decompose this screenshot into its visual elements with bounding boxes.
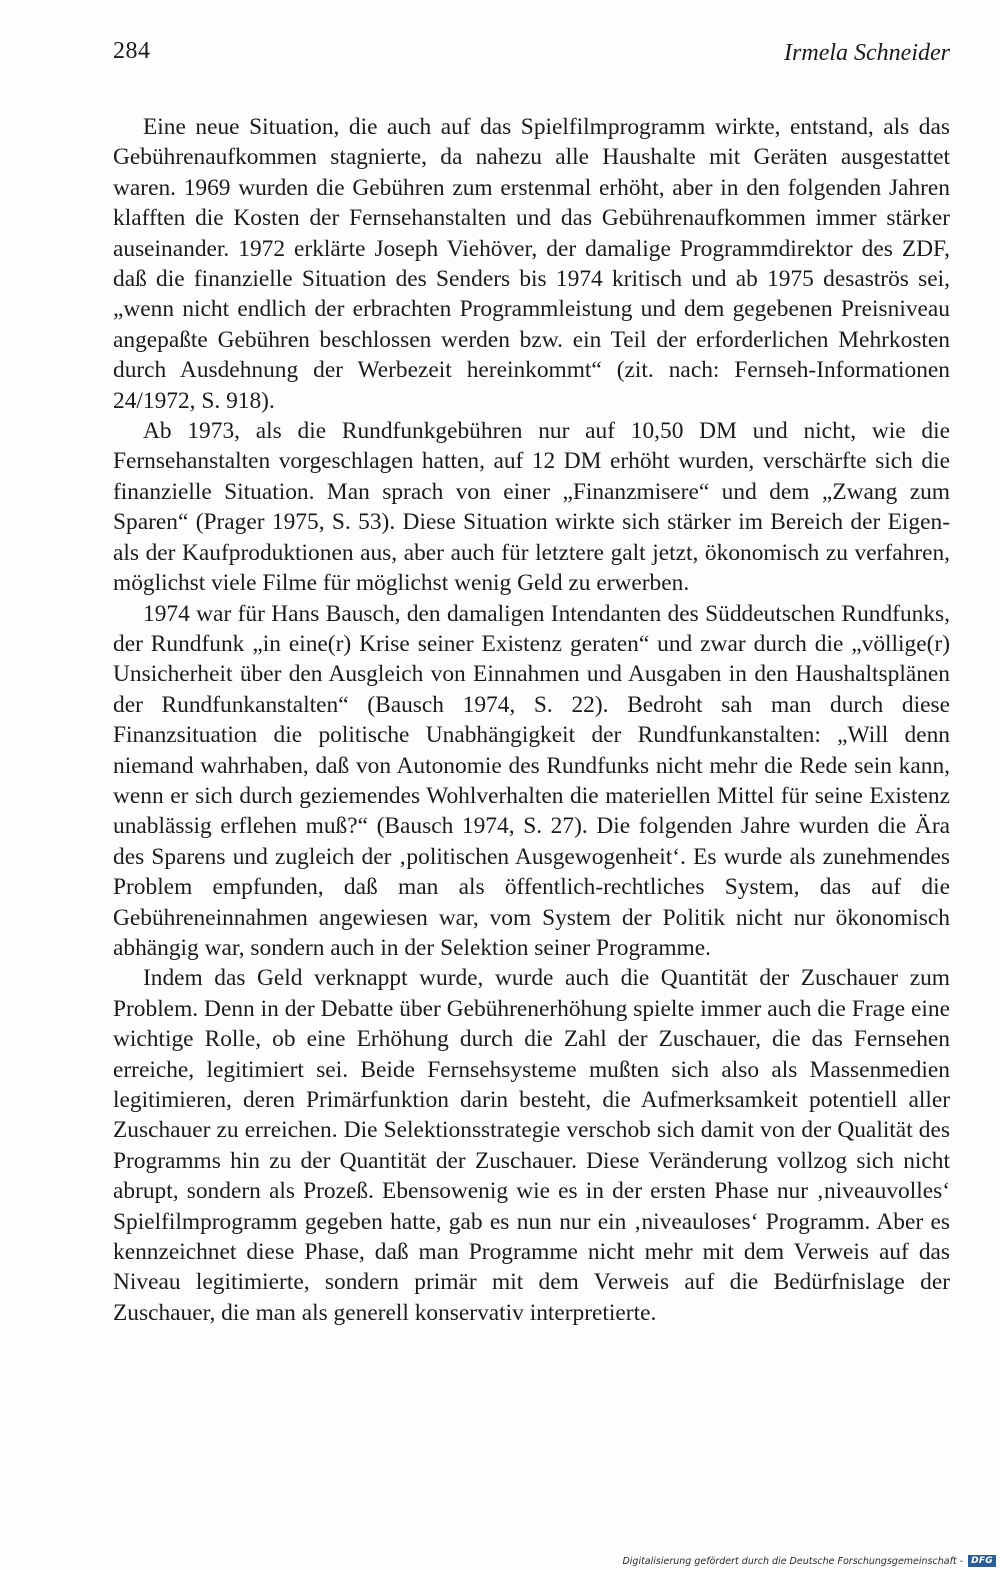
- running-head-author: Irmela Schneider: [784, 40, 950, 66]
- paragraph-4: Indem das Geld verknappt wurde, wurde auch die Quantität der Zuschauer zum Problem. Denn in der Debatte über Gebührenerhöhung spielte immer auch die Frage eine wichtige Rolle, ob eine Erhöhung durch die Zahl der Zuschauer, die das Fernsehen erreiche, legitimiert sei. Beide Fernsehsysteme mußten sich also als Massenmedien legitimieren, deren Primärfunktion darin besteht, die Aufmerksamkeit potentiell aller Zuschauer zu erreichen. Die Selektionsstrategie verschob sich damit von der Qualität des Programms hin zu der Quantität der Zuschauer. Diese Veränderung vollzog sich nicht abrupt, sondern als Prozeß. Ebensowenig wie es in der ersten Phase nur ‚niveauvolles‘ Spielfilmprogramm gegeben hatte, gab es nun nur ein ‚niveauloses‘ Programm. Aber es kennzeichnet diese Phase, daß man Programme nicht mehr mit dem Verweis auf das Niveau legitimierte, sondern primär mit dem Verweis auf die Bedürfnislage der Zuschauer, die man als generell konservativ interpretierte.: [113, 965, 950, 1326]
- paragraph-3: 1974 war für Hans Bausch, den damaligen Intendanten des Süddeutschen Rundfunks, der Rundfunk „in eine(r) Krise seiner Existenz geraten“ und zwar durch die „völlige(r) Unsicherheit über den Ausgleich von Einnahmen und Ausgaben in den Haushaltsplänen der Rundfunkanstalten“ (Bausch 1974, S. 22). Bedroht sah man durch diese Finanzsituation die politische Unabhängigkeit der Rundfunkanstalten: „Will denn niemand wahrhaben, daß von Autonomie des Rundfunks nicht mehr die Rede sein kann, wenn er sich durch geziemendes Wohlverhalten die materiellen Mittel für seine Existenz unablässig erflehen muß?“ (Bausch 1974, S. 27). Die folgenden Jahre wurden die Ära des Sparens und zugleich der ‚politischen Ausgewogenheit‘. Es wurde als zunehmendes Problem empfunden, daß man als öffentlich-rechtliches System, das auf die Gebühreneinnahmen angewiesen war, vom System der Politik nicht nur ökonomisch abhängig war, sondern auch in der Selektion seiner Programme.: [113, 600, 950, 961]
- body-text: [113, 112, 950, 1328]
- digitization-credit: [622, 1555, 996, 1567]
- dfg-logo: DFG: [968, 1555, 996, 1567]
- paragraph-1: Eine neue Situation, die auch auf das Spielfilmprogramm wirkte, entstand, als das Gebührenaufkommen stagnierte, da nahezu alle Haushalte mit Geräten ausgestattet waren. 1969 wurden die Gebühren zum erstenmal erhöht, aber in den folgenden Jahren klafften die Kosten der Fernsehanstalten und das Gebührenaufkommen immer stärker auseinander. 1972 erklärte Joseph Viehöver, der damalige Programmdirektor des ZDF, daß die finanzielle Situation des Senders bis 1974 kritisch und ab 1975 desaströs sei, „wenn nicht endlich der erbrachten Programmleistung und dem gegebenen Preisniveau angepaßte Gebühren beschlossen werden bzw. ein Teil der erforderlichen Mehrkosten durch Ausdehnung der Werbezeit hereinkommt“ (zit. nach: Fernseh-Informationen 24/1972, S. 918).: [113, 114, 950, 414]
- page-number: 284: [113, 38, 151, 64]
- paragraph-2: Ab 1973, als die Rundfunkgebühren nur auf 10,50 DM und nicht, wie die Fernsehanstalten vorgeschlagen hatten, auf 12 DM erhöht wurden, verschärfte sich die finanzielle Situation. Man sprach von einer „Finanzmisere“ und dem „Zwang zum Sparen“ (Prager 1975, S. 53). Diese Situation wirkte sich stärker im Bereich der Eigen- als der Kaufproduktionen aus, aber auch für letztere galt jetzt, ökonomisch zu verfahren, möglichst viele Filme für möglichst wenig Geld zu erwerben.: [113, 418, 950, 597]
- digitization-credit-text: Digitalisierung gefördert durch die Deutsche Forschungsgemeinschaft -: [622, 1555, 964, 1567]
